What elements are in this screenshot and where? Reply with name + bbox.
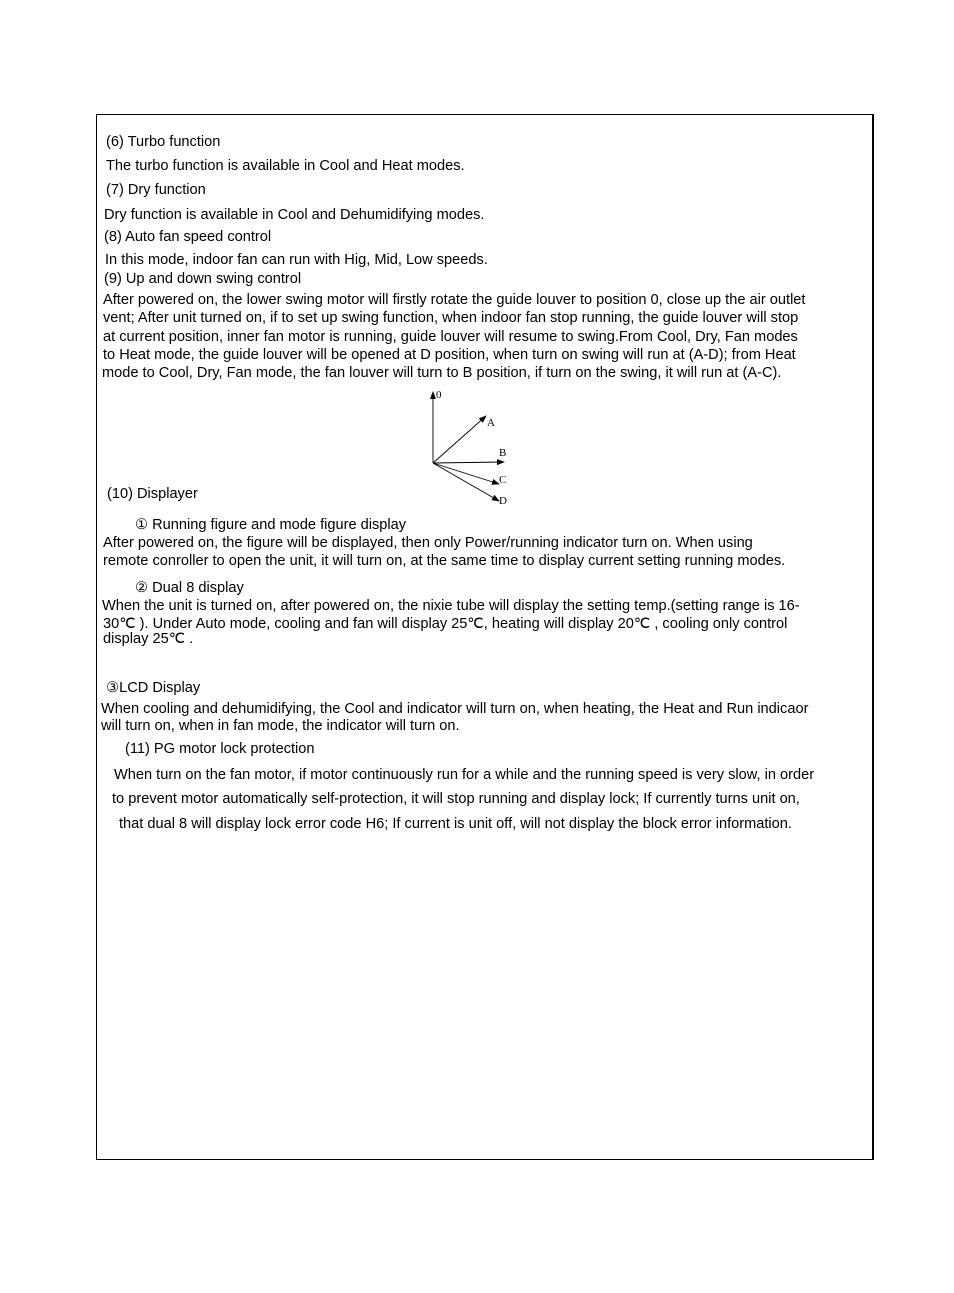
dual8-line: When the unit is turned on, after powered on, the nixie tube will display the setting temp.(setting range is 16- <box>102 598 800 614</box>
turbo-body: The turbo function is available in Cool and Heat modes. <box>106 158 465 174</box>
dual8-line: display 25℃ . <box>103 631 194 647</box>
label-c: C <box>499 474 507 486</box>
swing-line: After powered on, the lower swing motor will firstly rotate the guide louver to position 0, close up the air outlet <box>103 292 806 308</box>
displayer-heading: (10) Displayer <box>107 486 198 502</box>
pg-motor-heading: (11) PG motor lock protection <box>125 741 315 757</box>
lcd-line: When cooling and dehumidifying, the Cool and indicator will turn on, when heating, the Heat and Run indicaor <box>101 701 809 717</box>
running-display-subheading: ① Running figure and mode figure display <box>135 517 407 533</box>
dual8-line: 30℃ ). Under Auto mode, cooling and fan will display 25℃, heating will display 20℃ , cooling only control <box>103 616 788 632</box>
running-display-line: After powered on, the figure will be displayed, then only Power/running indicator turn on. When using <box>103 535 753 551</box>
arrow-c <box>433 463 499 484</box>
dry-heading: (7) Dry function <box>106 182 206 198</box>
lcd-line: will turn on, when in fan mode, the indicator will turn on. <box>101 718 460 734</box>
swing-line: mode to Cool, Dry, Fan mode, the fan louver will turn to B position, if turn on the swing, it will run at (A-C). <box>102 365 782 381</box>
swing-heading: (9) Up and down swing control <box>104 271 302 287</box>
arrow-a <box>433 416 486 463</box>
arrow-d <box>433 463 499 501</box>
swing-louver-diagram <box>420 384 520 509</box>
auto-fan-body: In this mode, indoor fan can run with Hig, Mid, Low speeds. <box>105 252 488 268</box>
label-0: 0 <box>436 389 442 401</box>
label-d: D <box>499 495 507 507</box>
pg-motor-line: to prevent motor automatically self-protection, it will stop running and display lock; If currently turns unit on, <box>112 791 800 807</box>
dual8-subheading: ② Dual 8 display <box>135 580 244 596</box>
swing-line: to Heat mode, the guide louver will be opened at D position, when turn on swing will run at (A-D); from Heat <box>103 347 796 363</box>
swing-line: at current position, inner fan motor is running, guide louver will resume to swing.From Cool, Dry, Fan modes <box>103 329 798 345</box>
arrow-b <box>433 462 504 463</box>
lcd-subheading: ③LCD Display <box>106 680 201 696</box>
running-display-line: remote conroller to open the unit, it will turn on, at the same time to display current setting running modes. <box>103 553 786 569</box>
swing-line: vent; After unit turned on, if to set up swing function, when indoor fan stop running, the guide louver will stop <box>103 310 799 326</box>
turbo-heading: (6) Turbo function <box>106 134 221 150</box>
label-a: A <box>487 417 495 429</box>
label-b: B <box>499 447 507 459</box>
pg-motor-line: When turn on the fan motor, if motor continuously run for a while and the running speed is very slow, in order <box>114 767 815 783</box>
dry-body: Dry function is available in Cool and Dehumidifying modes. <box>104 207 485 223</box>
auto-fan-heading: (8) Auto fan speed control <box>104 229 272 245</box>
pg-motor-line: that dual 8 will display lock error code H6; If current is unit off, will not display the block error information. <box>119 816 792 832</box>
